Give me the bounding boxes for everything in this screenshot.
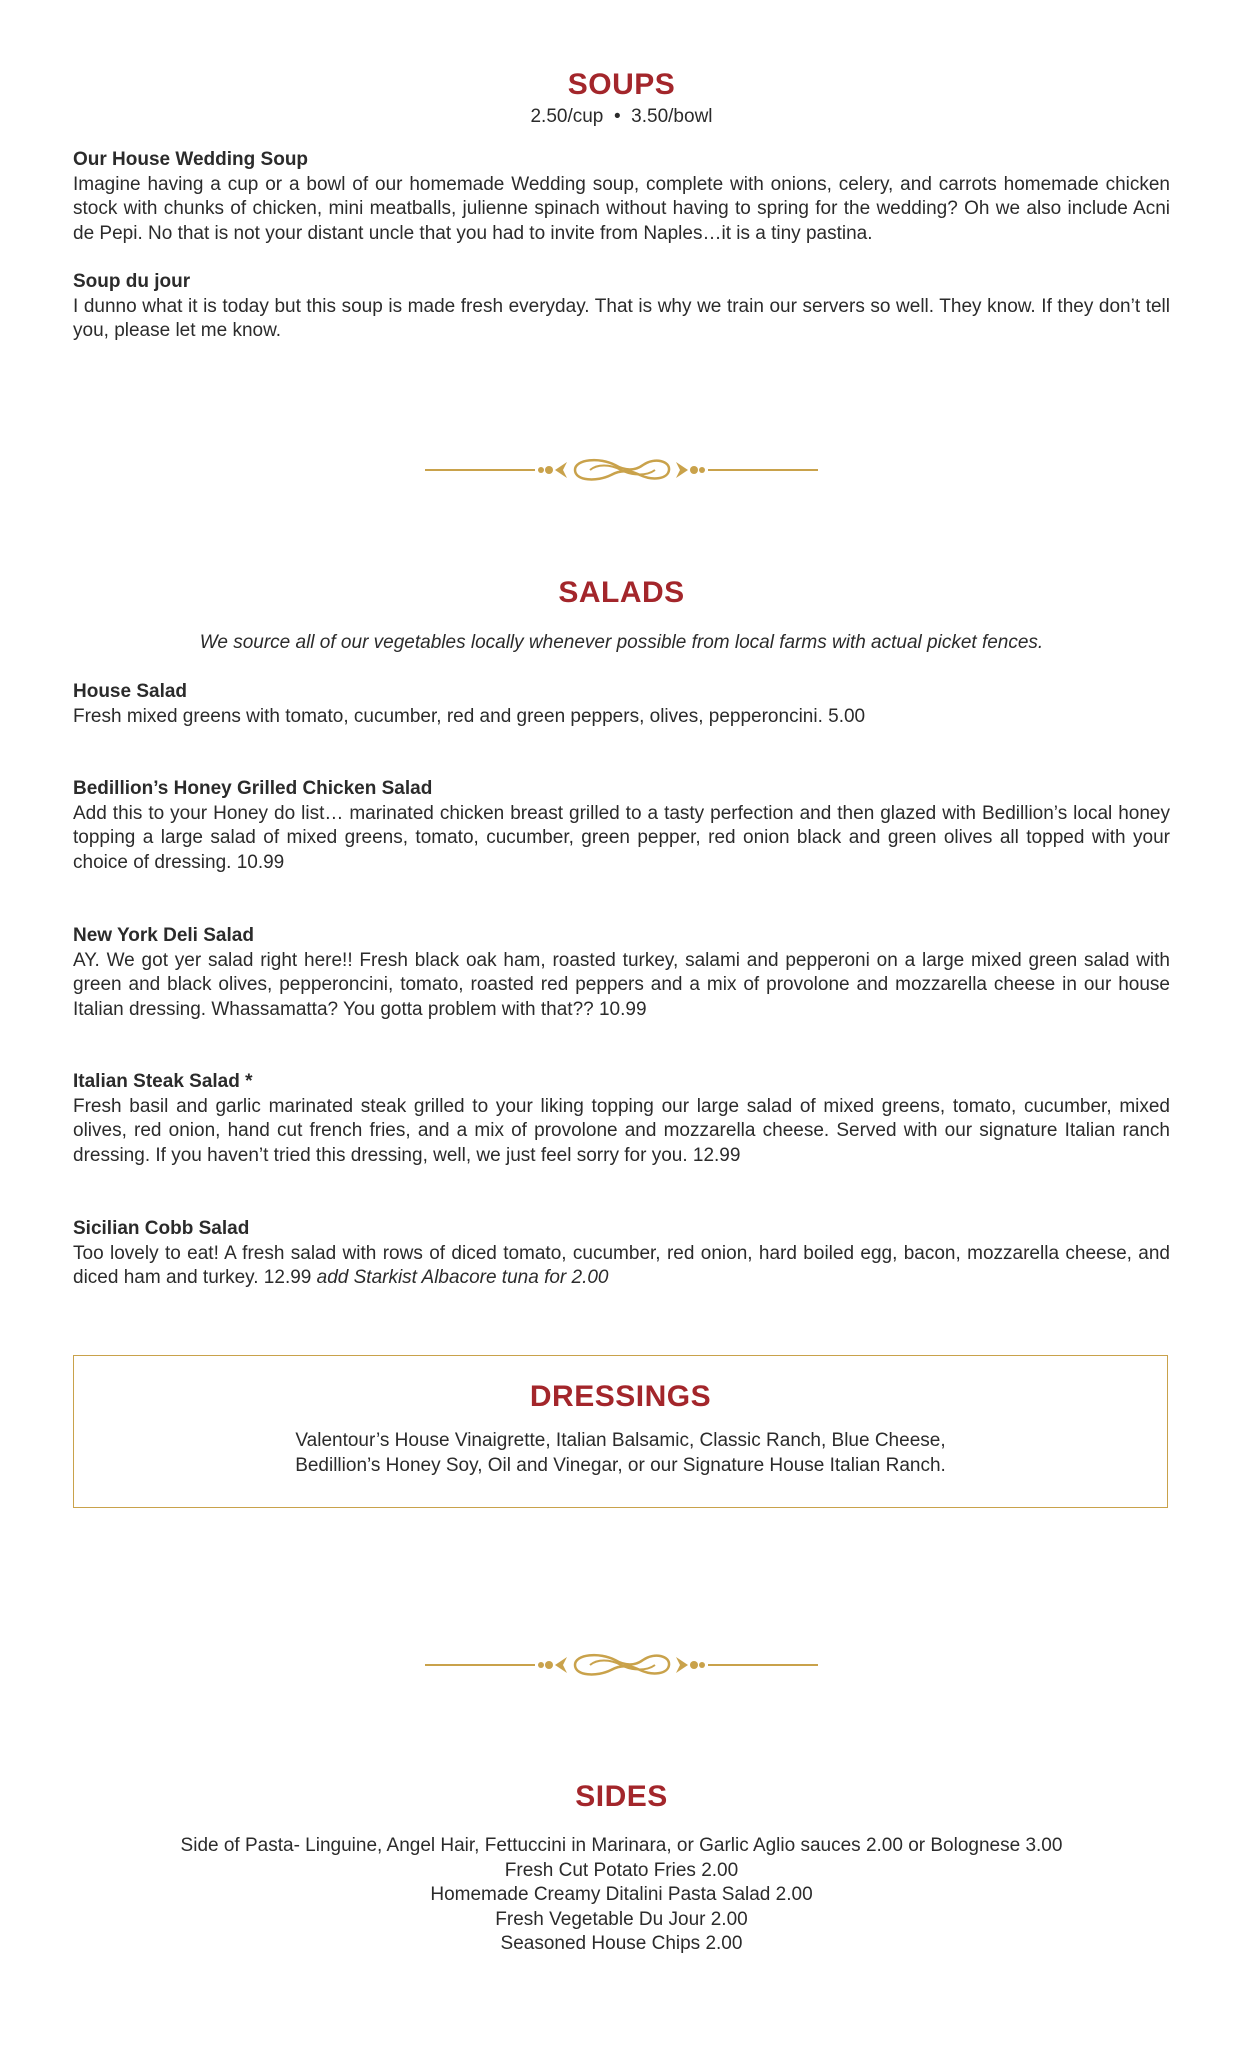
- item-description: AY. We got yer salad right here!! Fresh black oak ham, roasted turkey, salami and pepperoni on a large mixed green salad with green and black olives, pepperoncini, tomato, roasted red peppers and a mix of provolone and mozzarella cheese in our house Italian dressing. Whassamatta? You gotta problem with that?? 10.99: [73, 949, 1170, 1020]
- soups-price-separator: •: [613, 106, 621, 127]
- salads-tagline-wrap: [73, 632, 1170, 654]
- salads-section: [73, 576, 1170, 610]
- item-description: Add this to your Honey do list… marinated chicken breast grilled to a tasty perfection and then glazed with Bedillion’s local honey topping a large salad of mixed greens, tomato, cucumber, green pepper, red onion black and green olives all topped with your choice of dressing. 10.99: [73, 802, 1170, 873]
- item-description: Fresh mixed greens with tomato, cucumber, red and green peppers, olives, pepperoncini. 5.00: [73, 705, 866, 727]
- side-item: Homemade Creamy Ditalini Pasta Salad 2.00: [430, 1884, 813, 1905]
- dressings-line-1: Valentour’s House Vinaigrette, Italian Balsamic, Classic Ranch, Blue Cheese,: [295, 1430, 946, 1451]
- soups-price: [73, 106, 1170, 128]
- item-name: Sicilian Cobb Salad: [73, 1218, 250, 1239]
- item-description: [73, 1242, 1170, 1291]
- soup-item-wedding: [73, 148, 1170, 246]
- side-item: Fresh Cut Potato Fries 2.00: [504, 1859, 739, 1881]
- dressings-box: [73, 1355, 1168, 1508]
- ornamental-flourish-icon: [425, 453, 818, 487]
- sides-title: SIDES: [575, 1780, 668, 1813]
- salad-item-ny-deli: [73, 924, 1170, 1022]
- item-name: Our House Wedding Soup: [73, 149, 309, 170]
- salads-tagline: We source all of our vegetables locally whenever possible from local farms with actual picket fences.: [199, 632, 1044, 653]
- item-name: Bedillion’s Honey Grilled Chicken Salad: [73, 778, 433, 799]
- salad-item-house: [73, 680, 1170, 729]
- salad-item-sicilian-cobb: [73, 1217, 1170, 1291]
- item-description: Imagine having a cup or a bowl of our homemade Wedding soup, complete with onions, celery, and carrots homemade chicken stock with chunks of chicken, mini meatballs, julienne spinach without having to spring for the wedding? Oh we also include Acni de Pepi. No that is not your distant uncle that you had to invite from Naples…it is a tiny pastina.: [73, 173, 1170, 244]
- dressings-title: DRESSINGS: [529, 1380, 712, 1413]
- item-addon: add Starkist Albacore tuna for 2.00: [316, 1267, 609, 1288]
- side-item: Fresh Vegetable Du Jour 2.00: [495, 1908, 748, 1930]
- ornamental-flourish-icon: [425, 1648, 818, 1682]
- soups-price-bowl: 3.50/bowl: [631, 106, 713, 127]
- soups-price-cup: 2.50/cup: [530, 106, 604, 127]
- item-name: Italian Steak Salad *: [73, 1071, 253, 1092]
- soup-item-du-jour: [73, 270, 1170, 344]
- sides-section: [73, 1780, 1170, 1814]
- side-item: Seasoned House Chips 2.00: [500, 1933, 743, 1954]
- soups-section: [73, 68, 1170, 128]
- item-name: New York Deli Salad: [73, 925, 254, 946]
- item-name: House Salad: [73, 681, 188, 702]
- salads-title: SALADS: [558, 576, 685, 609]
- sides-list: [73, 1834, 1170, 1957]
- dressings-line-2: Bedillion’s Honey Soy, Oil and Vinegar, or our Signature House Italian Ranch.: [295, 1455, 946, 1476]
- item-description: I dunno what it is today but this soup is made fresh everyday. That is why we train our servers so well. They know. If they don’t tell you, please let me know.: [73, 295, 1170, 341]
- salad-item-italian-steak: [73, 1070, 1170, 1168]
- soups-title: SOUPS: [567, 68, 676, 101]
- side-item: Side of Pasta- Linguine, Angel Hair, Fettuccini in Marinara, or Garlic Aglio sauces 2.00 or Bolognese 3.00: [180, 1835, 1063, 1856]
- item-description: Fresh basil and garlic marinated steak grilled to your liking topping our large salad of mixed greens, tomato, cucumber, mixed olives, red onion, hand cut french fries, and a mix of provolone and mozzarella cheese. Served with our signature Italian ranch dressing. If you haven’t tried this dressing, well, we just feel sorry for you. 12.99: [73, 1095, 1170, 1166]
- item-description-main: Too lovely to eat! A fresh salad with rows of diced tomato, cucumber, red onion, hard boiled egg, bacon, mozzarella cheese, and diced ham and turkey. 12.99: [73, 1242, 1170, 1288]
- item-name: Soup du jour: [73, 271, 191, 292]
- salad-item-honey-chicken: [73, 777, 1170, 875]
